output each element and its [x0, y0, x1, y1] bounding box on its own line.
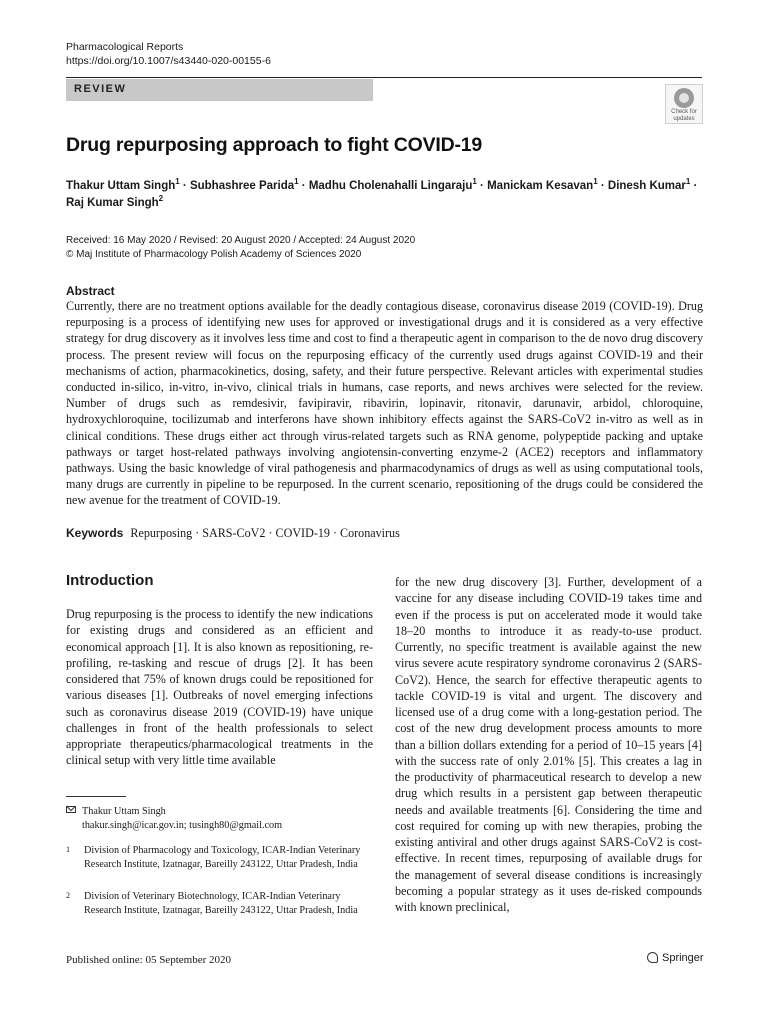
springer-horse-icon — [647, 952, 658, 963]
journal-name: Pharmacological Reports — [66, 41, 184, 53]
body-column-left: Drug repurposing is the process to identify the new indications for existing drugs and considered as an efficient and economical approach [1]. It is also known as repositioning, re-profiling, re-tasking and rescue of drugs [2]. It has been considered that 75% of known drugs could be repositioned for various diseases [1]. Outbreaks of novel emerging infections such as coronavirus disease 2019 (COVID-19) have unique challenges in front of the health professionals to select appropriate therapeutics/pharmacological treatments in the clinical setup with very little time available — [66, 607, 373, 768]
section-label: REVIEW — [74, 83, 127, 95]
abstract-heading: Abstract — [66, 284, 115, 298]
corresponding-email[interactable]: thakur.singh@icar.gov.in; tusingh80@gmail.com — [82, 819, 283, 831]
author-name[interactable]: Madhu Cholenahalli Lingaraju — [308, 180, 473, 192]
envelope-icon — [66, 806, 76, 813]
badge-line-1: Check for — [671, 109, 697, 115]
author-affiliation: 1 — [175, 177, 180, 186]
author-affiliation: 2 — [158, 194, 164, 203]
author-name[interactable]: Raj Kumar Singh — [66, 197, 159, 209]
doi-link[interactable]: https://doi.org/10.1007/s43440-020-00155-6 — [66, 55, 271, 67]
check-updates-icon — [674, 88, 694, 108]
section-band — [66, 79, 373, 101]
badge-line-2: updates — [673, 116, 695, 122]
author-affiliation: 1 — [294, 177, 299, 186]
author-affiliation: 1 — [593, 177, 598, 186]
affiliation-text: Division of Pharmacology and Toxicology, ICAR-Indian Veterinary Research Institute, Izatnagar, Bareilly 243122, Uttar Pradesh, India — [84, 845, 361, 870]
abstract-text: Currently, there are no treatment options available for the deadly contagious disease, coronavirus disease 2019 (COVID-19). Drug repurposing is a process of identifying new uses for approved or investigational drugs and it is considered as a very effective strategy for drug discovery as it involves less time and cost to find a therapeutic agent in comparison to the de novo drug discovery process. The present review will focus on the repurposing efficacy of the currently used drugs against COVID-19 and their mechanisms of action, pharmacokinetics, dosing, safety, and their future perspective. Relevant articles with experimental studies conducted in-silico, in-vitro, in-vivo, clinical trials in humans, case reports, and news archives were selected for the review. Number of drugs such as remdesivir, favipiravir, ribavirin, lopinavir, ritonavir, darunavir, arbidol, chloroquine, hydroxychloroquine, tocilizumab and interferons have shown inhibitory effects against the SARS-CoV2 in-vitro as well as in clinical conditions. These drugs either act through virus-related targets such as RNA genome, polypeptide packing and uptake pathways or target host-related pathways involving angiotensin-converting enzyme-2 (ACE2) receptors and inflammatory pathways. Using the basic knowledge of viral pathogenesis and pharmacodynamics of drugs as well as using computational tools, many drugs are currently in pipeline to be repurposed. In the current scenario, repositioning of the drugs could be considered the new avenue for the treatment of COVID-19. — [66, 299, 703, 508]
check-for-updates-badge[interactable] — [665, 84, 703, 124]
journal-header — [66, 40, 271, 68]
author-name[interactable]: Thakur Uttam Singh — [66, 180, 176, 192]
keywords-line — [66, 526, 400, 541]
article-history — [66, 234, 415, 261]
body-column-right: for the new drug discovery [3]. Further, development of a vaccine for any disease including COVID-19 takes time and even if the process is put on accelerated mode it would take 18–20 months to introduce it as ready-to-use product. Currently, no specific treatment is available against the new virus severe acute respiratory syndrome coronavirus 2 (SARS-CoV2). Hence, the search for effective therapeutic agents to tackle COVID-19 is vital and urgent. The discovery and licensed use of a drug come with a long-gestation period. The cost of the new drug development process amounts to more than a billion dollars extending for a period of 10–15 years [4] with the success rate of only 2.01% [5]. This creates a lag in the productivity of pharmaceutical research to develop a new drug which results in a persistent gap between therapeutic needs and available treatments [6]. Considering the time and cost required for coming up with new therapies, probing the existing antiviral and other drugs against SARS-CoV2 is cost-effective. In recent times, repurposing of available drugs for the management of several disease conditions is increasingly becoming a popular strategy as it uses de-risked compounds with known preclinical, — [395, 575, 702, 914]
affiliation-number: 2 — [66, 891, 70, 900]
received-dates: Received: 16 May 2020 / Revised: 20 August 2020 / Accepted: 24 August 2020 — [66, 235, 416, 246]
copyright-line: © Maj Institute of Pharmacology Polish Academy of Sciences 2020 — [66, 248, 362, 260]
publisher-logo — [647, 952, 704, 964]
author-affiliation: 1 — [685, 177, 691, 186]
header-rule — [66, 77, 702, 78]
author-list: Thakur Uttam Singh$^1$ · Subhashree Parida$^1$ · Madhu Cholenahalli Lingaraju$^1$ · Manickam Kesavan$^1$ · Dinesh Kumar$^1$ · Raj Kumar Singh$^2$ — [66, 177, 698, 209]
author-affiliation: 1 — [472, 177, 477, 186]
publisher-name: Springer — [662, 952, 704, 964]
keywords-text: Repurposing · SARS-CoV2 · COVID-19 · Coronavirus — [130, 526, 400, 540]
affiliation-text: Division of Veterinary Biotechnology, ICAR-Indian Veterinary Research Institute, Izatnagar, Bareilly 243122, Uttar Pradesh, India — [84, 891, 358, 916]
author-name[interactable]: Dinesh Kumar — [607, 180, 686, 192]
author-name[interactable]: Manickam Kesavan — [487, 180, 594, 192]
footnote-rule — [66, 796, 126, 797]
published-date: Published online: 05 September 2020 — [66, 954, 231, 966]
corresponding-name: Thakur Uttam Singh — [82, 806, 166, 817]
author-name[interactable]: Subhashree Parida — [189, 180, 295, 192]
corresponding-author — [82, 805, 282, 832]
keywords-label: Keywords — [66, 526, 124, 540]
affiliation-number: 1 — [66, 845, 70, 854]
article-title: Drug repurposing approach to fight COVID-19 — [66, 134, 483, 156]
introduction-heading: Introduction — [66, 572, 154, 589]
